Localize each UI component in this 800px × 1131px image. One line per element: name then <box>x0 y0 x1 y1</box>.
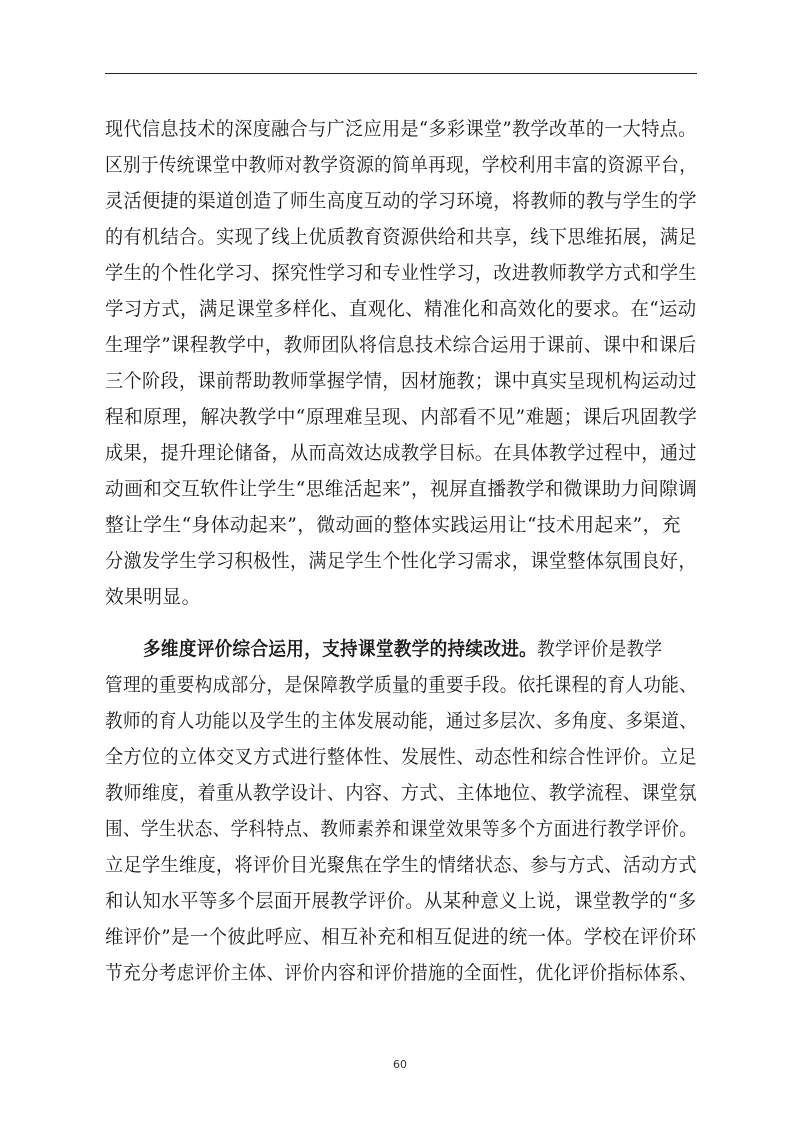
paragraph-2-lead-heading: 多维度评价综合运用，支持课堂教学的持续改进。 <box>143 638 538 660</box>
paragraph-1-line: 三个阶段，课前帮助教师掌握学情，因材施教；课中真实呈现机构运动过 <box>105 370 697 392</box>
paragraph-1-line: 成果，提升理论储备，从而高效达成教学目标。在具体教学过程中，通过 <box>105 442 697 464</box>
paragraph-1-line: 分激发学生学习积极性，满足学生个性化学习需求，课堂整体氛围良好， <box>105 550 697 572</box>
paragraph-1-line: 的有机结合。实现了线上优质教育资源供给和共享，线下思维拓展，满足 <box>105 226 697 248</box>
paragraph-1-line: 动画和交互软件让学生“思维活起来”，视屏直播教学和微课助力间隙调 <box>105 478 698 500</box>
header-rule <box>105 73 697 74</box>
paragraph-1-line: 效果明显。 <box>105 586 201 608</box>
paragraph-2-first-line <box>143 637 697 661</box>
paragraph-1-line: 灵活便捷的渠道创造了师生高度互动的学习环境，将教师的教与学生的学 <box>105 190 697 212</box>
paragraph-1-line: 学生的个性化学习、探究性学习和专业性学习，改进教师教学方式和学生 <box>105 262 697 284</box>
paragraph-2-line: 教师维度，着重从教学设计、内容、方式、主体地位、教学流程、课堂氛 <box>105 782 697 804</box>
paragraph-1-line: 程和原理，解决教学中“原理难呈现、内部看不见”难题；课后巩固教学 <box>105 406 698 428</box>
paragraph-2-line: 节充分考虑评价主体、评价内容和评价措施的全面性，优化评价指标体系、 <box>105 962 698 984</box>
paragraph-1-line: 区别于传统课堂中教师对教学资源的简单再现，学校利用丰富的资源平台， <box>105 154 698 176</box>
paragraph-2-line: 立足学生维度，将评价目光聚焦在学生的情绪状态、参与方式、活动方式 <box>105 854 697 876</box>
paragraph-1-line: 整让学生“身体动起来”，微动画的整体实践运用让“技术用起来”，充 <box>105 514 681 536</box>
page-number: 60 <box>393 1058 407 1071</box>
paragraph-1-line: 学习方式，满足课堂多样化、直观化、精准化和高效化的要求。在“运动 <box>105 298 697 320</box>
paragraph-2-lead-rest: 教学评价是教学 <box>537 638 663 660</box>
paragraph-2-line: 全方位的立体交叉方式进行整体性、发展性、动态性和综合性评价。立足 <box>105 746 697 768</box>
paragraph-1-line: 现代信息技术的深度融合与广泛应用是“多彩课堂”教学改革的一大特点。 <box>105 118 697 140</box>
paragraph-2-line: 管理的重要构成部分，是保障教学质量的重要手段。依托课程的育人功能、 <box>105 674 698 696</box>
paragraph-2-line: 和认知水平等多个层面开展教学评价。从某种意义上说，课堂教学的“多 <box>105 890 697 912</box>
paragraph-2-line: 维评价”是一个彼此呼应、相互补充和相互促进的统一体。学校在评价环 <box>105 926 697 948</box>
paragraph-2-line: 教师的育人功能以及学生的主体发展动能，通过多层次、多角度、多渠道、 <box>105 710 698 732</box>
paragraph-1-line: 生理学”课程教学中，教师团队将信息技术综合运用于课前、课中和课后 <box>105 334 697 356</box>
paragraph-2-line: 围、学生状态、学科特点、教师素养和课堂效果等多个方面进行教学评价。 <box>105 818 698 840</box>
